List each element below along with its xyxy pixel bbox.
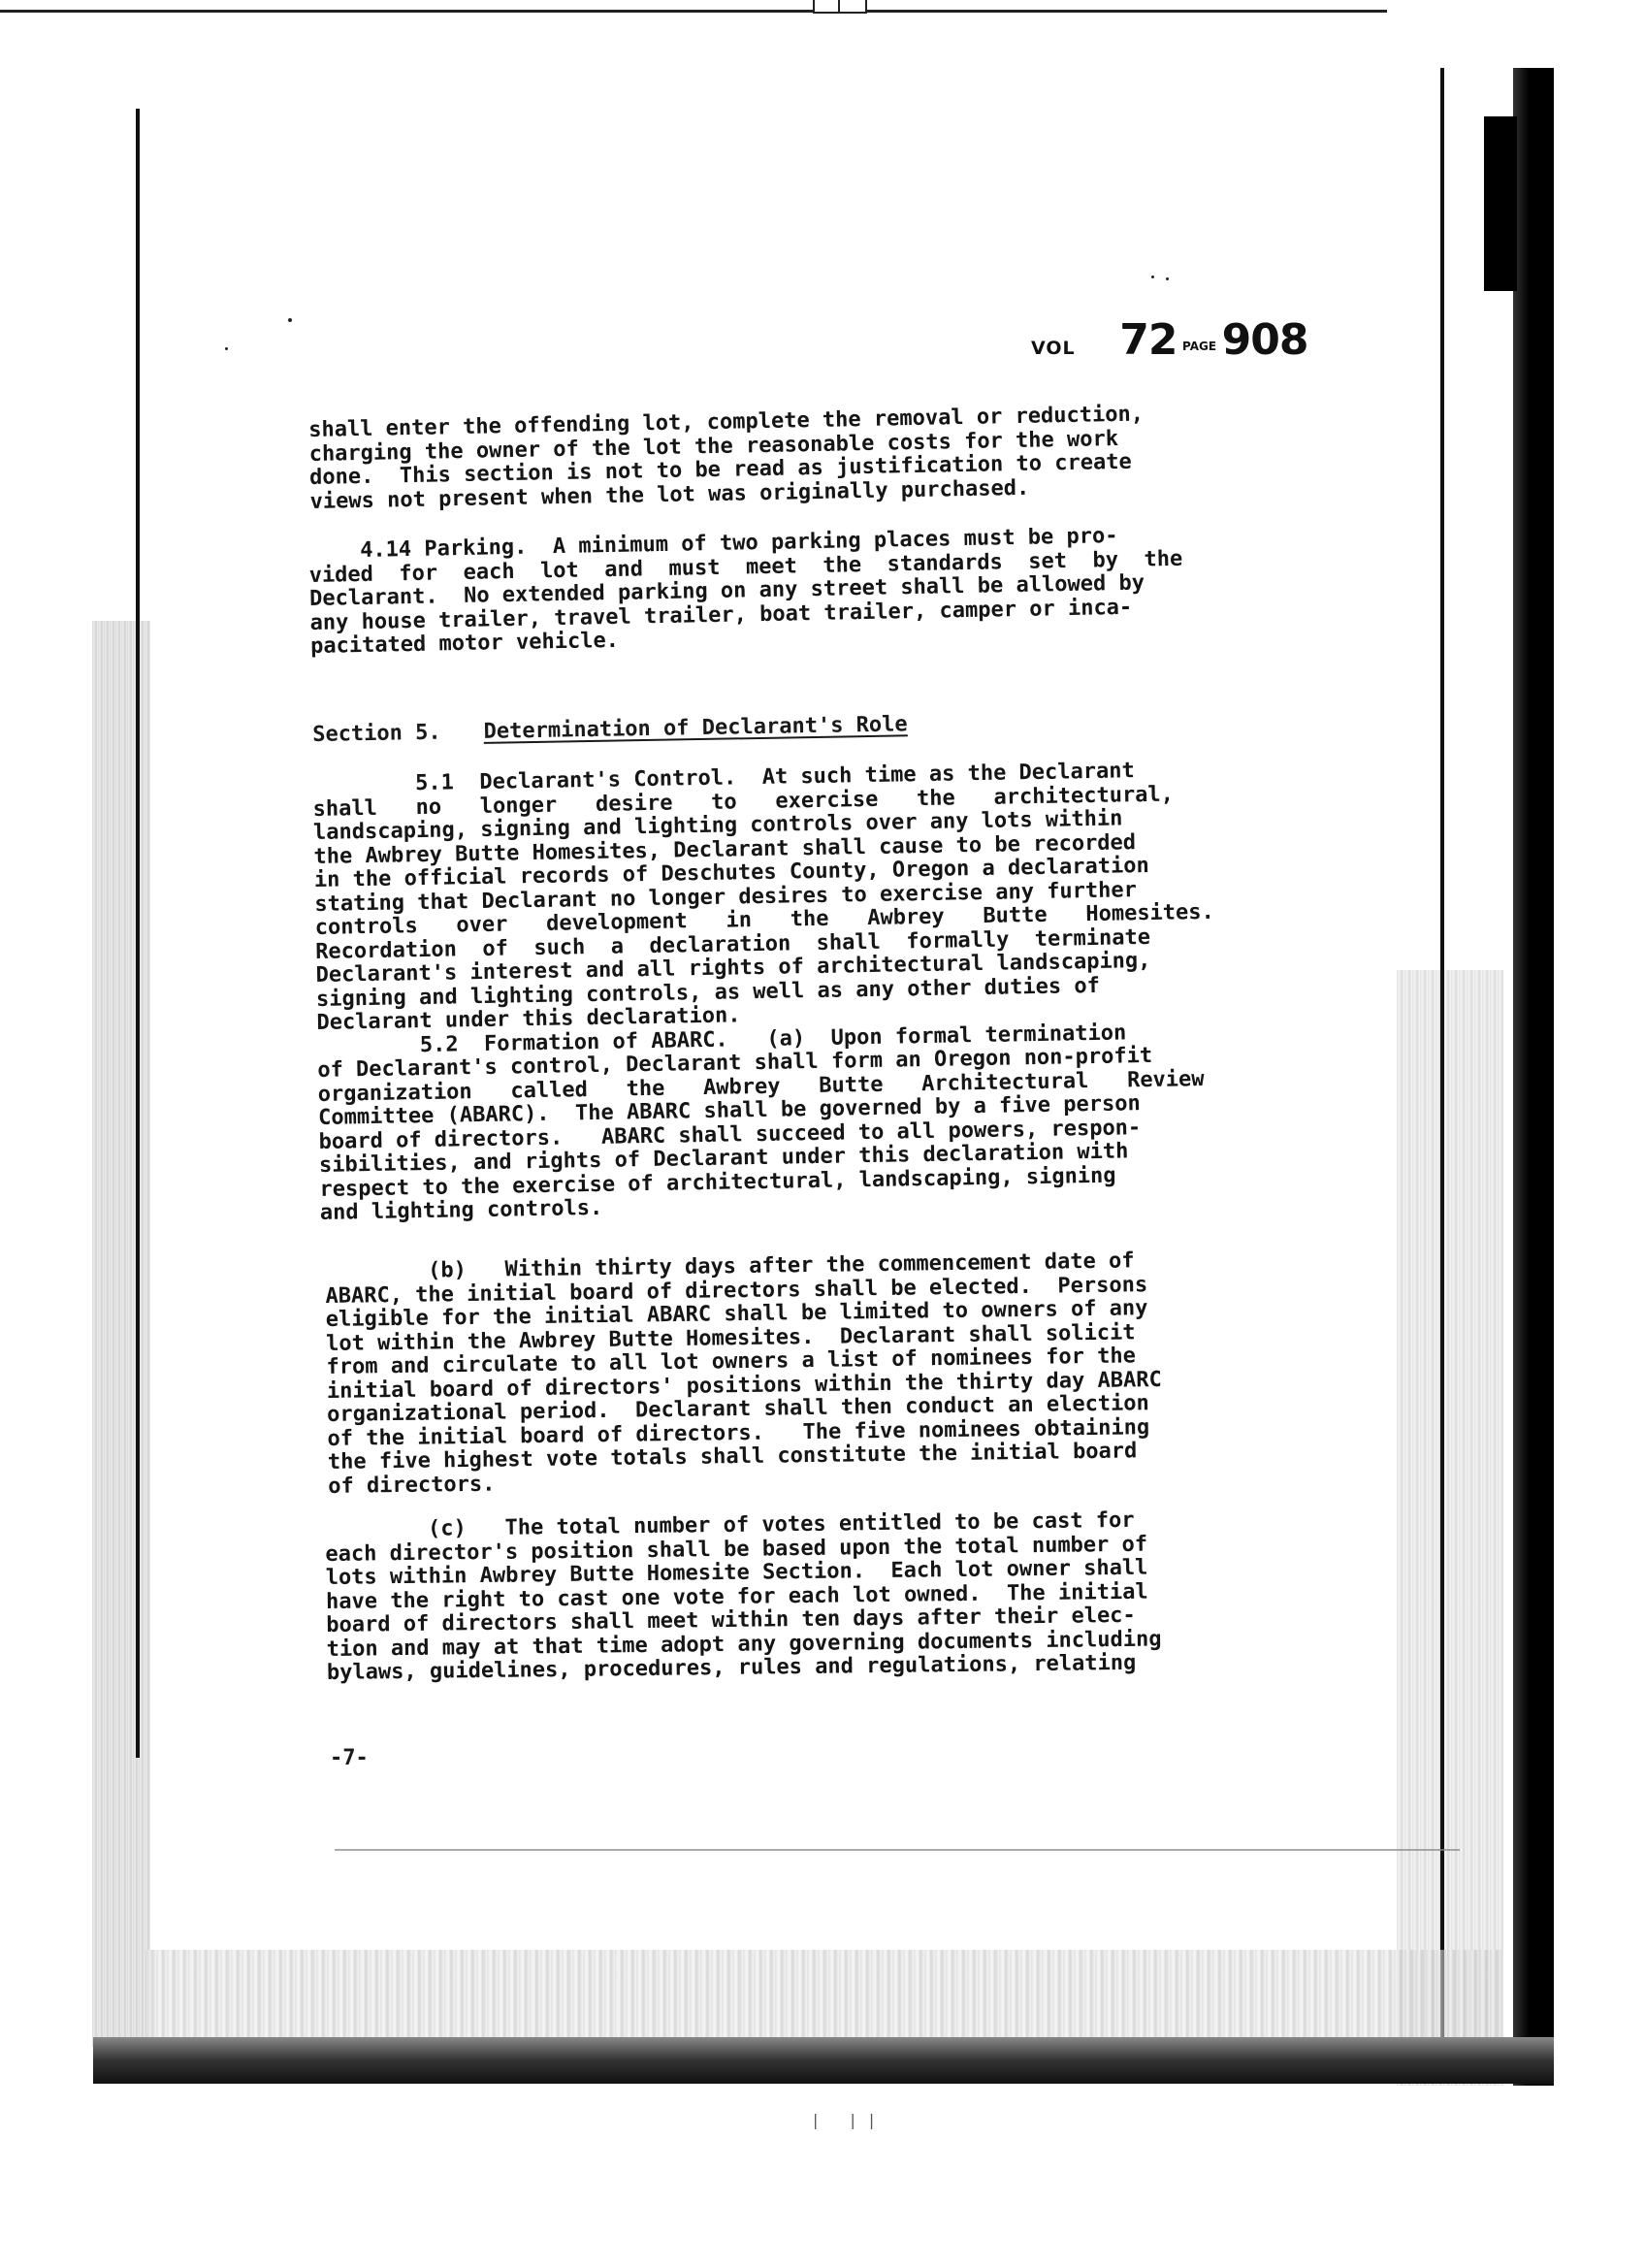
vol-number: 72 <box>1119 315 1177 365</box>
scan-speck <box>1151 275 1154 278</box>
left-page-edge <box>136 109 140 1758</box>
right-scan-border <box>1513 68 1554 2086</box>
bottom-faint-rule <box>335 1849 1460 1851</box>
scan-tick-marks: | || <box>813 2111 888 2129</box>
bottom-scan-border <box>93 2037 1554 2084</box>
page-label: PAGE <box>1182 340 1217 353</box>
page-number-header: 908 <box>1221 315 1308 365</box>
scan-speck <box>288 318 292 322</box>
paragraph-parking: 4.14 Parking. A minimum of two parking places must be pro- vided for each lot and must meet the standards set by the Declarant. No extended parking on any street shall be allowed by any house trailer, travel trailer, boat trailer, camper or inca- pacitated motor vehicle. <box>307 523 1183 659</box>
vol-label: VOL <box>1031 338 1076 359</box>
scan-top-tab <box>813 0 867 14</box>
right-page-edge <box>1440 68 1444 2037</box>
footer-page-number: -7- <box>330 1746 369 1770</box>
volume-page-header <box>1031 315 1308 365</box>
right-scan-shadow <box>1397 970 1503 2086</box>
scan-top-rule <box>0 10 1387 13</box>
scan-speck <box>1166 277 1169 280</box>
section-label: Section 5. <box>312 720 441 747</box>
right-scan-tab <box>1484 116 1517 291</box>
paragraph-initial-board: (b) Within thirty days after the commencement date of ABARC, the initial board of directors shall be elected. Persons eligible for the initial ABARC shall be limited to owners of any lot within the Awbrey Butte Homesites. Declarant shall solicit from and circulate to all lot owners a list of nominees for the initial board of directors' positions within the thirty day ABARC organizational period. Declarant shall then conduct an election of the initial board of directors. The five nominees obtaining the five highest vote totals shall constitute the initial board of directors. <box>324 1248 1162 1499</box>
section-heading <box>312 712 908 747</box>
paragraph-declarant-control: 5.1 Declarant's Control. At such time as the Declarant shall no longer desire to exercise the architectural, landscaping, signing and lighting controls over any lots within the Awbrey Butte Homesites, Declarant shall cause to be recorded in the official records of Deschutes County, Oregon a declaration stating that Declarant no longer desires to exercise any further controls over development in the Awbrey Butte Homesites. Recordation of such a declaration shall formally terminate Declarant's interest and all rights of architectural landscaping, signing and lighting controls, as well as any other duties of Declarant under this declaration. 5.2 Formation of ABARC. (a) Upon formal termination of Declarant's control, Declarant shall form an Oregon non-profit organization called the Awbrey Butte Architectural Review Committee (ABARC). The ABARC shall be governed by a five person board of directors. ABARC shall succeed to all powers, respon- sibilities, and rights of Declarant under this declaration with respect to the exercise of architectural, landscaping, signing and lighting controls. <box>311 759 1215 1225</box>
scan-speck <box>225 347 228 350</box>
section-title: Determination of Declarant's Role <box>483 712 908 744</box>
paragraph-continuation: shall enter the offending lot, complete the removal or reduction, charging the owner of the lot the reasonable costs for the work done. This section is not to be read as justification to create views not present when the lot was originally purchased. <box>307 402 1145 514</box>
left-scan-shadow <box>92 621 150 2047</box>
paragraph-votes: (c) The total number of votes entitled to be cast for each director's position shall be based upon the total number of lots within Awbrey Butte Homesite Section. Each lot owner shall have the right to cast one vote for each lot owned. The initial board of directors shall meet within ten days after their elec- tion and may at that time adopt any governing documents including bylaws, guidelines, procedures, rules and regulations, relating <box>324 1507 1162 1685</box>
bottom-scan-shadow <box>145 1950 1503 2042</box>
